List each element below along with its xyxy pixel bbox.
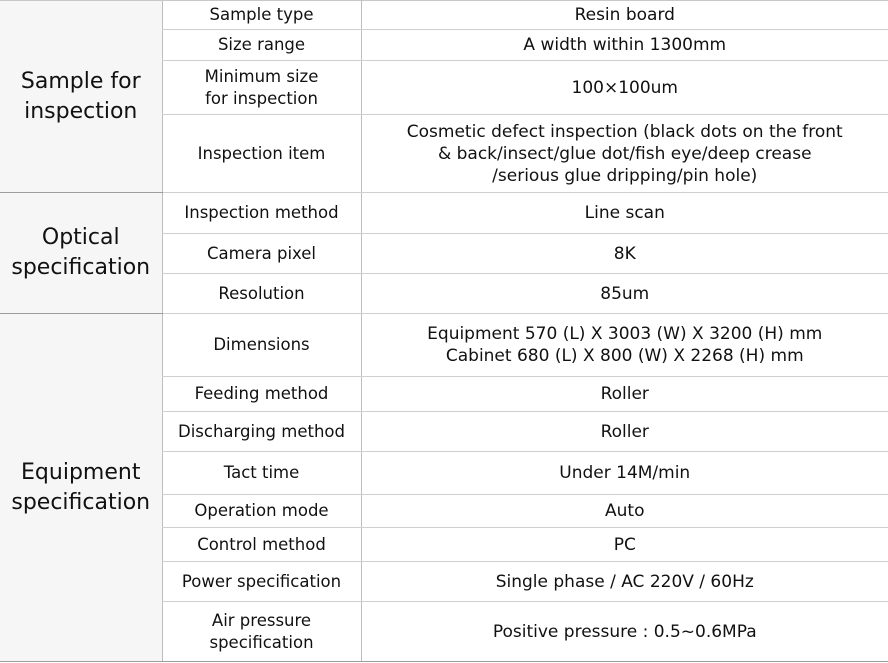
spec-value: Roller (361, 412, 888, 452)
spec-value: PC (361, 528, 888, 562)
spec-row (0, 1, 888, 30)
spec-value: Positive pressure : 0.5~0.6MPa (361, 602, 888, 662)
spec-label: Sample type (162, 1, 361, 30)
spec-label: Dimensions (162, 314, 361, 377)
spec-value: 100×100um (361, 61, 888, 115)
spec-value: Resin board (361, 1, 888, 30)
spec-value: A width within 1300mm (361, 30, 888, 61)
spec-value: Single phase / AC 220V / 60Hz (361, 562, 888, 602)
spec-label: Air pressure specification (162, 602, 361, 662)
spec-value: Equipment 570 (L) X 3003 (W) X 3200 (H) mm Cabinet 680 (L) X 800 (W) X 2268 (H) mm (361, 314, 888, 377)
spec-label: Operation mode (162, 495, 361, 528)
spec-row (0, 193, 888, 234)
spec-label: Resolution (162, 274, 361, 314)
section-title-equipment-specification: Equipment specification (0, 314, 162, 662)
spec-label: Feeding method (162, 377, 361, 412)
section-title-optical-specification: Optical specification (0, 193, 162, 314)
spec-value: Auto (361, 495, 888, 528)
spec-label: Discharging method (162, 412, 361, 452)
spec-value: Under 14M/min (361, 452, 888, 495)
section-title-sample-for-inspection: Sample for inspection (0, 1, 162, 193)
spec-label: Power specification (162, 562, 361, 602)
spec-value: Line scan (361, 193, 888, 234)
spec-value: 8K (361, 234, 888, 274)
spec-label: Tact time (162, 452, 361, 495)
spec-label: Control method (162, 528, 361, 562)
spec-label: Size range (162, 30, 361, 61)
spec-label: Minimum size for inspection (162, 61, 361, 115)
spec-label: Inspection method (162, 193, 361, 234)
spec-row (0, 314, 888, 377)
spec-label: Inspection item (162, 115, 361, 193)
spec-label: Camera pixel (162, 234, 361, 274)
spec-value: 85um (361, 274, 888, 314)
spec-value: Roller (361, 377, 888, 412)
spec-value: Cosmetic defect inspection (black dots on the front & back/insect/glue dot/fish eye/deep crease /serious glue dripping/pin hole) (361, 115, 888, 193)
